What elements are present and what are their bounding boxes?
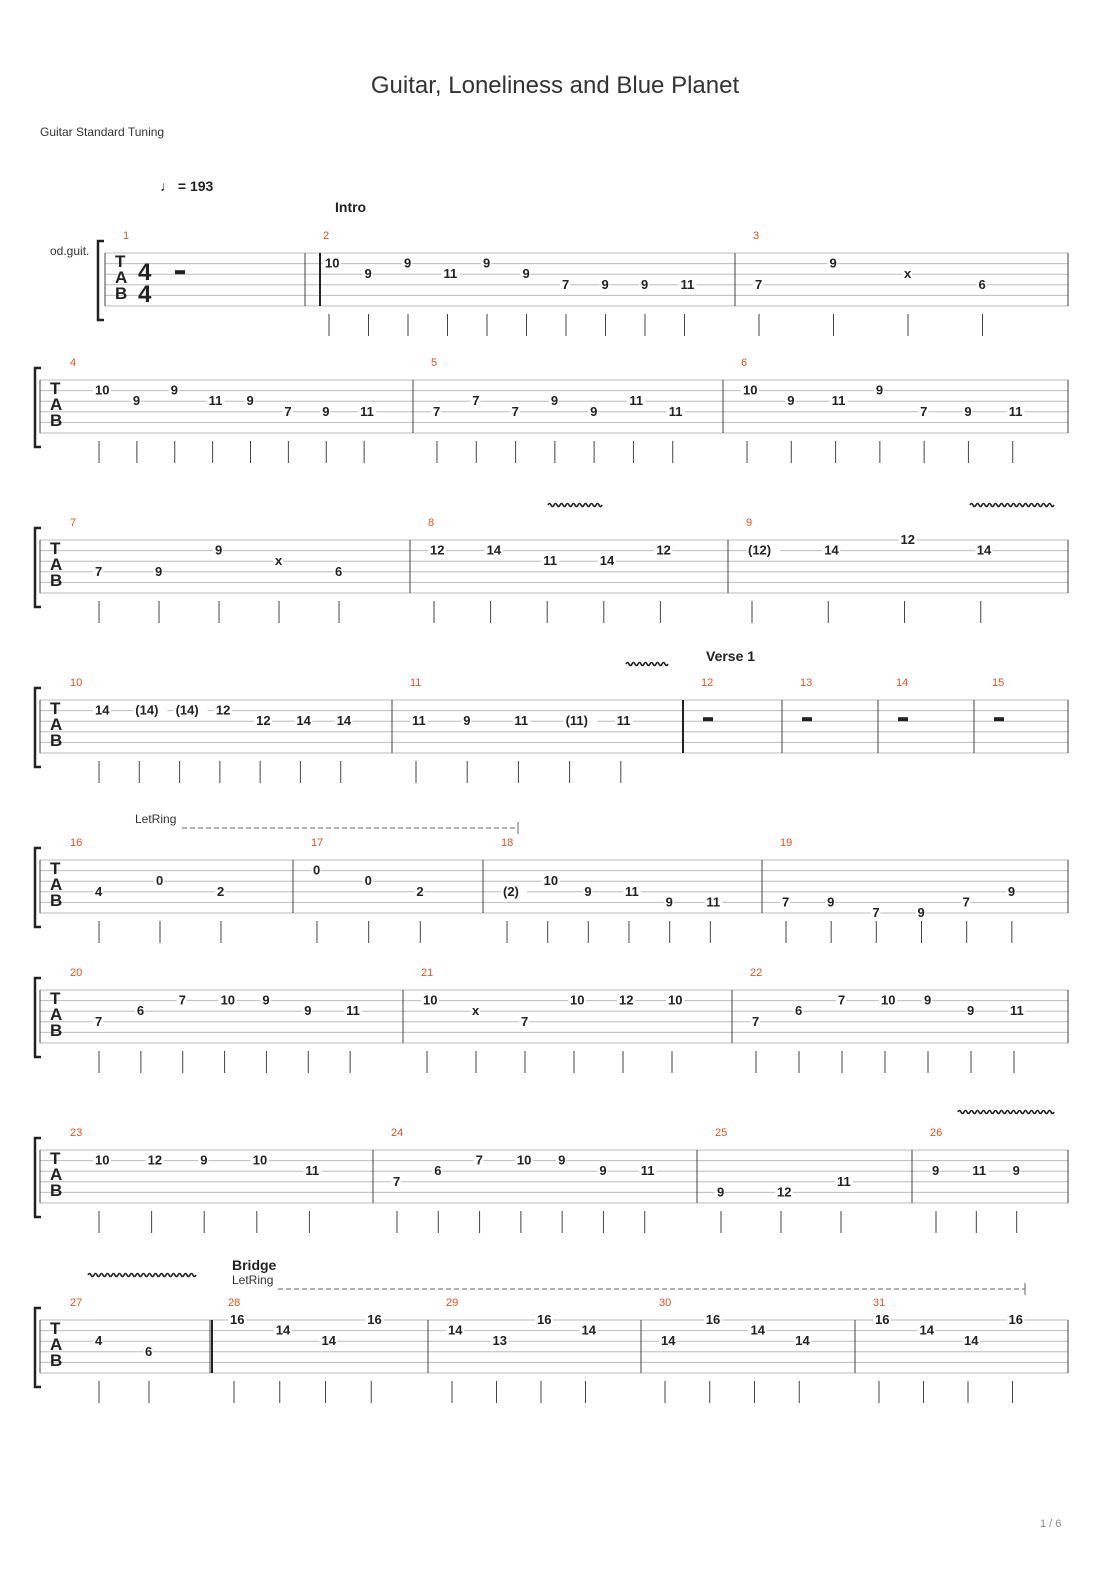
measure-number: 30 xyxy=(659,1297,672,1309)
tab-clef-letter: A xyxy=(50,1165,63,1184)
tab-clef-letter: B xyxy=(50,1181,63,1200)
fret-number: 9 xyxy=(932,1163,940,1179)
fret-number: 16 xyxy=(875,1312,890,1327)
fret-number: 9 xyxy=(304,1003,312,1019)
measure-number: 6 xyxy=(741,357,748,369)
fret-number: 2 xyxy=(217,883,225,899)
tab-clef-letter: A xyxy=(50,395,63,414)
fret-number: 11 xyxy=(706,894,721,910)
half-rest xyxy=(175,270,185,274)
fret-number: (11) xyxy=(565,713,589,729)
whole-rest xyxy=(898,717,908,721)
fret-number: 9 xyxy=(584,883,592,899)
fret-number: x xyxy=(472,1003,480,1019)
fret-number: 11 xyxy=(1010,1003,1024,1019)
measure-number: 11 xyxy=(410,677,422,689)
fret-number: 7 xyxy=(752,1013,760,1029)
measure-number: 9 xyxy=(746,517,753,529)
fret-number: 13 xyxy=(492,1333,507,1349)
fret-number: 9 xyxy=(246,393,254,409)
fret-number: 6 xyxy=(335,563,343,579)
fret-number: 11 xyxy=(360,403,374,419)
tab-clef-letter: A xyxy=(50,555,63,574)
measure-number: 3 xyxy=(753,230,760,242)
fret-number: 16 xyxy=(537,1312,552,1327)
tab-clef-letter: T xyxy=(50,699,61,718)
fret-number: 0 xyxy=(156,873,164,889)
section-bridge: Bridge xyxy=(232,1257,277,1273)
measure-number: 10 xyxy=(70,677,83,689)
tab-clef-letter: B xyxy=(50,891,63,910)
tab-clef-letter: T xyxy=(50,539,61,558)
fret-number: 9 xyxy=(1007,883,1016,899)
fret-number: 6 xyxy=(434,1163,442,1179)
fret-number: 14 xyxy=(581,1322,596,1338)
fret-number: 9 xyxy=(522,266,530,282)
fret-number: 10 xyxy=(95,382,110,398)
measure-number: 8 xyxy=(428,517,435,529)
tab-clef-letter: T xyxy=(115,252,126,271)
fret-number: 11 xyxy=(972,1163,987,1179)
measure-number: 29 xyxy=(446,1297,459,1309)
fret-number: 14 xyxy=(750,1322,765,1338)
fret-number: 9 xyxy=(964,403,972,419)
measure-number: 24 xyxy=(391,1127,404,1139)
fret-number: 12 xyxy=(900,532,915,547)
fret-number: 11 xyxy=(443,266,458,282)
fret-number: 9 xyxy=(1012,1163,1020,1179)
measure-number: 21 xyxy=(421,967,434,979)
tab-clef-letter: T xyxy=(50,859,61,878)
tab-clef-letter: T xyxy=(50,1319,61,1338)
fret-number: 14 xyxy=(795,1333,810,1349)
fret-number: 14 xyxy=(824,542,839,558)
fret-number: 9 xyxy=(215,542,223,558)
fret-number: 9 xyxy=(829,255,837,271)
fret-number: 14 xyxy=(599,553,615,569)
time-signature-bottom: 4 xyxy=(138,281,152,308)
fret-number: 9 xyxy=(483,255,491,271)
fret-number: 10 xyxy=(570,992,585,1008)
fret-number: 0 xyxy=(364,873,372,889)
fret-number: 11 xyxy=(668,403,683,419)
fret-number: 10 xyxy=(252,1152,268,1168)
fret-number: 7 xyxy=(433,403,441,419)
fret-number: 4 xyxy=(95,1333,103,1349)
vibrato-mark xyxy=(88,1274,196,1277)
vibrato-mark xyxy=(626,663,668,666)
fret-number: 9 xyxy=(665,894,673,910)
fret-number: 14 xyxy=(964,1333,979,1349)
fret-number: 6 xyxy=(978,276,986,292)
measure-number: 13 xyxy=(800,677,813,689)
fret-number: 10 xyxy=(881,992,896,1008)
let-ring-label: LetRing xyxy=(232,1273,274,1287)
fret-number: 9 xyxy=(155,563,163,579)
fret-number: 7 xyxy=(511,403,519,419)
system-bracket xyxy=(98,241,104,320)
measure-number: 26 xyxy=(930,1127,943,1139)
fret-number: 9 xyxy=(717,1184,725,1200)
tuning-label: Guitar Standard Tuning xyxy=(40,125,165,139)
fret-number: 9 xyxy=(917,905,925,920)
fret-number: 9 xyxy=(590,403,598,419)
whole-rest xyxy=(703,717,713,721)
fret-number: 7 xyxy=(284,403,292,419)
fret-number: 14 xyxy=(95,702,110,718)
measure-number: 16 xyxy=(70,837,83,849)
fret-number: x xyxy=(275,553,283,569)
tab-clef-letter: B xyxy=(50,1021,63,1040)
fret-number: 9 xyxy=(262,992,270,1008)
fret-number: 9 xyxy=(364,266,372,282)
quarter-note-icon: ♩ xyxy=(160,178,174,194)
measure-number: 25 xyxy=(715,1127,728,1139)
whole-rest xyxy=(994,717,1004,721)
fret-number: x xyxy=(904,266,912,282)
fret-number: 16 xyxy=(367,1312,382,1327)
tab-clef-letter: B xyxy=(50,731,63,750)
fret-number: 11 xyxy=(346,1003,360,1019)
fret-number: 11 xyxy=(543,553,557,569)
fret-number: 14 xyxy=(321,1333,336,1349)
tab-clef-letter: A xyxy=(115,268,128,287)
fret-number: 11 xyxy=(625,883,639,899)
fret-number: 10 xyxy=(543,873,559,889)
let-ring-label: LetRing xyxy=(135,812,177,826)
fret-number: 16 xyxy=(1008,1312,1023,1327)
fret-number: 4 xyxy=(95,883,103,899)
measure-number: 31 xyxy=(873,1297,886,1309)
measure-number: 1 xyxy=(123,230,130,242)
fret-number: 16 xyxy=(705,1312,721,1327)
fret-number: 9 xyxy=(170,382,178,398)
fret-number: 6 xyxy=(136,1003,145,1019)
fret-number: 12 xyxy=(147,1152,163,1168)
fret-number: 9 xyxy=(404,255,412,271)
fret-number: 7 xyxy=(962,894,970,910)
tempo-value: = 193 xyxy=(177,178,214,194)
tab-clef-letter: B xyxy=(115,284,128,303)
fret-number: 14 xyxy=(661,1333,676,1349)
tab-clef-letter: A xyxy=(50,1005,63,1024)
fret-number: 12 xyxy=(777,1184,792,1200)
measure-number: 17 xyxy=(311,837,324,849)
fret-number: 9 xyxy=(967,1003,975,1019)
vibrato-mark xyxy=(548,504,602,507)
section-intro: Intro xyxy=(335,199,367,215)
measure-number: 5 xyxy=(431,357,438,369)
fret-number: (2) xyxy=(503,883,519,899)
fret-number: 12 xyxy=(619,992,634,1008)
fret-number: 12 xyxy=(256,713,271,729)
fret-number: 11 xyxy=(514,713,529,729)
fret-number: 11 xyxy=(680,276,695,292)
fret-number: 14 xyxy=(486,542,502,558)
fret-number: 11 xyxy=(412,713,426,729)
tab-clef-letter: B xyxy=(50,411,63,430)
fret-number: 9 xyxy=(601,276,609,292)
fret-number: 10 xyxy=(668,992,683,1008)
fret-number: 11 xyxy=(1008,403,1023,419)
tab-clef-letter: T xyxy=(50,989,61,1008)
measure-number: 7 xyxy=(70,517,77,529)
vibrato-mark xyxy=(958,1111,1054,1114)
fret-number: 9 xyxy=(599,1163,607,1179)
measure-number: 15 xyxy=(992,677,1005,689)
fret-number: 11 xyxy=(208,393,223,409)
fret-number: (14) xyxy=(135,702,159,718)
fret-number: 10 xyxy=(743,382,758,398)
fret-number: 7 xyxy=(178,992,186,1008)
song-title: Guitar, Loneliness and Blue Planet xyxy=(370,72,740,99)
fret-number: (12) xyxy=(748,542,772,558)
fret-number: 14 xyxy=(275,1322,291,1338)
measure-number: 22 xyxy=(750,967,763,979)
fret-number: 7 xyxy=(95,1013,103,1029)
fret-number: 7 xyxy=(838,992,846,1008)
measure-number: 2 xyxy=(323,230,330,242)
fret-number: 9 xyxy=(322,403,330,419)
fret-number: 7 xyxy=(920,403,928,419)
fret-number: 7 xyxy=(755,276,763,292)
tab-clef-letter: B xyxy=(50,1351,63,1370)
section-verse1: Verse 1 xyxy=(706,648,756,664)
measure-number: 28 xyxy=(228,1297,241,1309)
fret-number: 9 xyxy=(550,393,559,409)
fret-number: 11 xyxy=(831,393,846,409)
vibrato-mark xyxy=(970,504,1054,507)
measure-number: 12 xyxy=(701,677,714,689)
fret-number: 7 xyxy=(95,563,103,579)
fret-number: 14 xyxy=(919,1322,934,1338)
fret-number: 10 xyxy=(220,992,236,1008)
fret-number: 7 xyxy=(472,393,480,409)
fret-number: 11 xyxy=(629,393,644,409)
fret-number: 12 xyxy=(430,542,445,558)
fret-number: 7 xyxy=(562,276,570,292)
fret-number: 11 xyxy=(837,1173,851,1189)
fret-number: 2 xyxy=(416,883,424,899)
fret-number: 7 xyxy=(393,1173,401,1189)
fret-number: (14) xyxy=(175,702,199,718)
page-number[interactable]: 1 / 6 xyxy=(1040,1518,1062,1530)
fret-number: 9 xyxy=(641,276,649,292)
fret-number: 14 xyxy=(976,542,992,558)
fret-number: 7 xyxy=(475,1152,483,1168)
fret-number: 6 xyxy=(145,1343,153,1359)
fret-number: 11 xyxy=(305,1163,320,1179)
fret-number: 10 xyxy=(95,1152,110,1168)
fret-number: 10 xyxy=(325,255,340,271)
fret-number: 6 xyxy=(795,1003,803,1019)
fret-number: 9 xyxy=(200,1152,208,1168)
time-signature-top: 4 xyxy=(138,259,152,286)
measure-number: 23 xyxy=(70,1127,83,1139)
fret-number: 14 xyxy=(336,713,352,729)
tab-clef-letter: T xyxy=(50,379,61,398)
fret-number: 9 xyxy=(875,382,884,398)
fret-number: 7 xyxy=(872,905,880,920)
fret-number: 9 xyxy=(558,1152,566,1168)
fret-number: 7 xyxy=(782,894,790,910)
measure-number: 19 xyxy=(780,837,793,849)
fret-number: 9 xyxy=(787,393,795,409)
fret-number: 7 xyxy=(521,1013,529,1029)
tab-clef-letter: A xyxy=(50,875,63,894)
whole-rest xyxy=(802,717,812,721)
tab-clef-letter: A xyxy=(50,1335,63,1354)
tab-clef-letter: B xyxy=(50,571,63,590)
fret-number: 12 xyxy=(215,702,231,718)
measure-number: 20 xyxy=(70,967,83,979)
measure-number: 18 xyxy=(501,837,514,849)
fret-number: 14 xyxy=(296,713,311,729)
fret-number: 9 xyxy=(463,713,471,729)
fret-number: 11 xyxy=(616,713,631,729)
measure-number: 4 xyxy=(70,357,77,369)
measure-number: 27 xyxy=(70,1297,83,1309)
fret-number: 10 xyxy=(516,1152,532,1168)
fret-number: 12 xyxy=(656,542,671,558)
measure-number: 14 xyxy=(896,677,909,689)
fret-number: 9 xyxy=(924,992,932,1008)
tab-clef-letter: A xyxy=(50,715,63,734)
fret-number: 9 xyxy=(132,393,141,409)
fret-number: 0 xyxy=(313,862,321,878)
fret-number: 14 xyxy=(448,1322,463,1338)
instrument-label: od.guit. xyxy=(50,244,90,258)
fret-number: 9 xyxy=(827,894,835,910)
fret-number: 16 xyxy=(230,1312,245,1327)
fret-number: 10 xyxy=(423,992,438,1008)
tab-clef-letter: T xyxy=(50,1149,61,1168)
fret-number: 11 xyxy=(640,1163,655,1179)
